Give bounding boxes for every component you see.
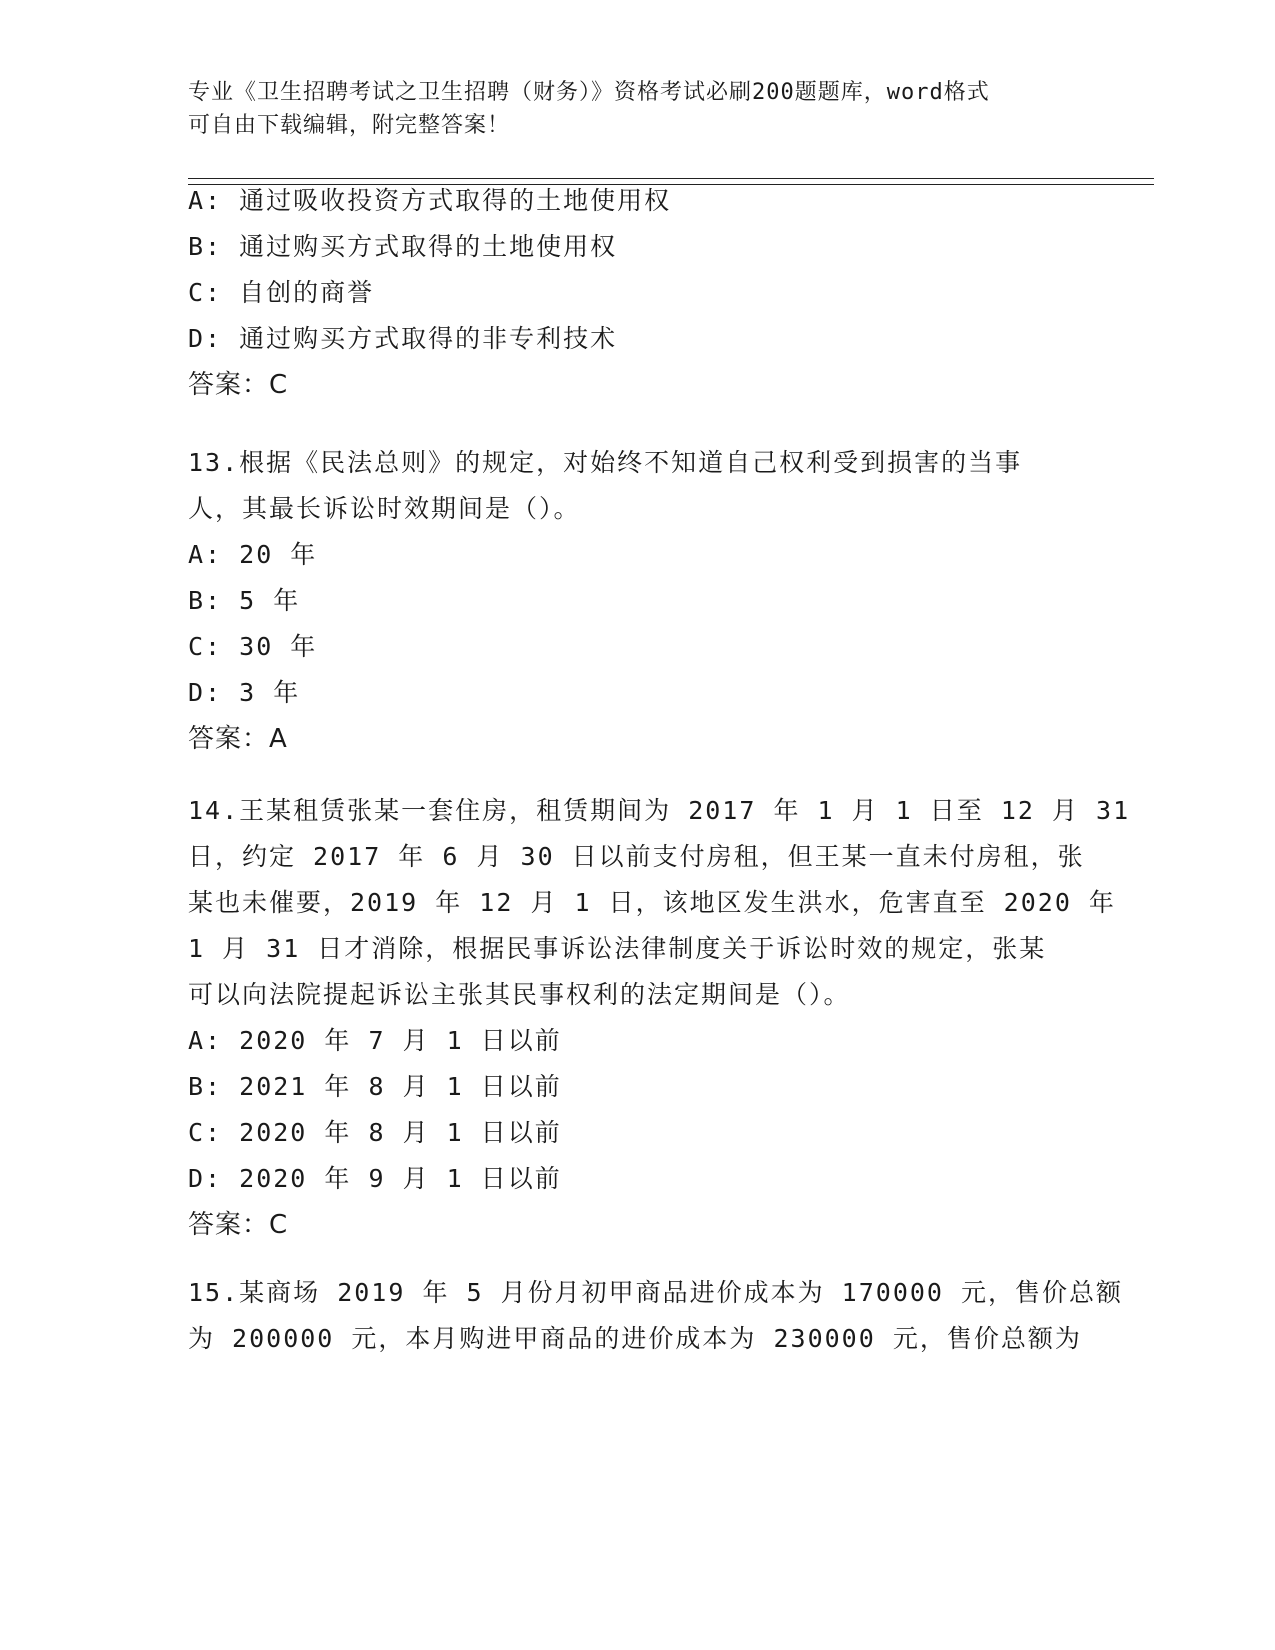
question-stem-line: 为 200000 元，本月购进甲商品的进价成本为 230000 元，售价总额为	[188, 1324, 1082, 1353]
question-stem-line: 13.根据《民法总则》的规定，对始终不知道自己权利受到损害的当事	[188, 448, 1023, 477]
option-d: D: 2020 年 9 月 1 日以前	[188, 1164, 562, 1193]
option-c: C: 30 年	[188, 632, 318, 661]
option-b: B: 通过购买方式取得的土地使用权	[188, 232, 618, 261]
question-13	[188, 440, 1088, 762]
answer: 答案：C	[188, 370, 289, 400]
answer: 答案：C	[188, 1210, 289, 1240]
question-stem-line: 14.王某租赁张某一套住房，租赁期间为 2017 年 1 月 1 日至 12 月 31	[188, 796, 1131, 825]
question-stem-line: 日，约定 2017 年 6 月 30 日以前支付房租，但王某一直未付房租，张	[188, 842, 1085, 871]
option-c: C: 2020 年 8 月 1 日以前	[188, 1118, 562, 1147]
question-stem-line: 15.某商场 2019 年 5 月份月初甲商品进价成本为 170000 元，售价总额	[188, 1278, 1124, 1307]
question-stem-line: 某也未催要，2019 年 12 月 1 日，该地区发生洪水，危害直至 2020 年	[188, 888, 1116, 917]
question-stem-line: 1 月 31 日才消除，根据民事诉讼法律制度关于诉讼时效的规定，张某	[188, 934, 1047, 963]
answer: 答案：A	[188, 724, 288, 754]
option-a: A: 通过吸收投资方式取得的土地使用权	[188, 186, 672, 215]
question-12	[188, 178, 1088, 408]
option-b: B: 5 年	[188, 586, 301, 615]
header-line-1: 专业《卫生招聘考试之卫生招聘（财务）》资格考试必刷200题题库，word格式	[188, 80, 990, 105]
question-stem-line: 可以向法院提起诉讼主张其民事权利的法定期间是（）。	[188, 980, 851, 1009]
option-a: A: 2020 年 7 月 1 日以前	[188, 1026, 562, 1055]
question-stem-line: 人，其最长诉讼时效期间是（）。	[188, 494, 581, 523]
question-15	[188, 1270, 1124, 1362]
option-d: D: 通过购买方式取得的非专利技术	[188, 324, 618, 353]
option-d: D: 3 年	[188, 678, 301, 707]
document-header	[188, 76, 1068, 142]
header-line-2: 可自由下载编辑，附完整答案！	[188, 113, 511, 138]
option-a: A: 20 年	[188, 540, 318, 569]
option-c: C: 自创的商誉	[188, 278, 375, 307]
option-b: B: 2021 年 8 月 1 日以前	[188, 1072, 562, 1101]
question-14	[188, 788, 1131, 1248]
